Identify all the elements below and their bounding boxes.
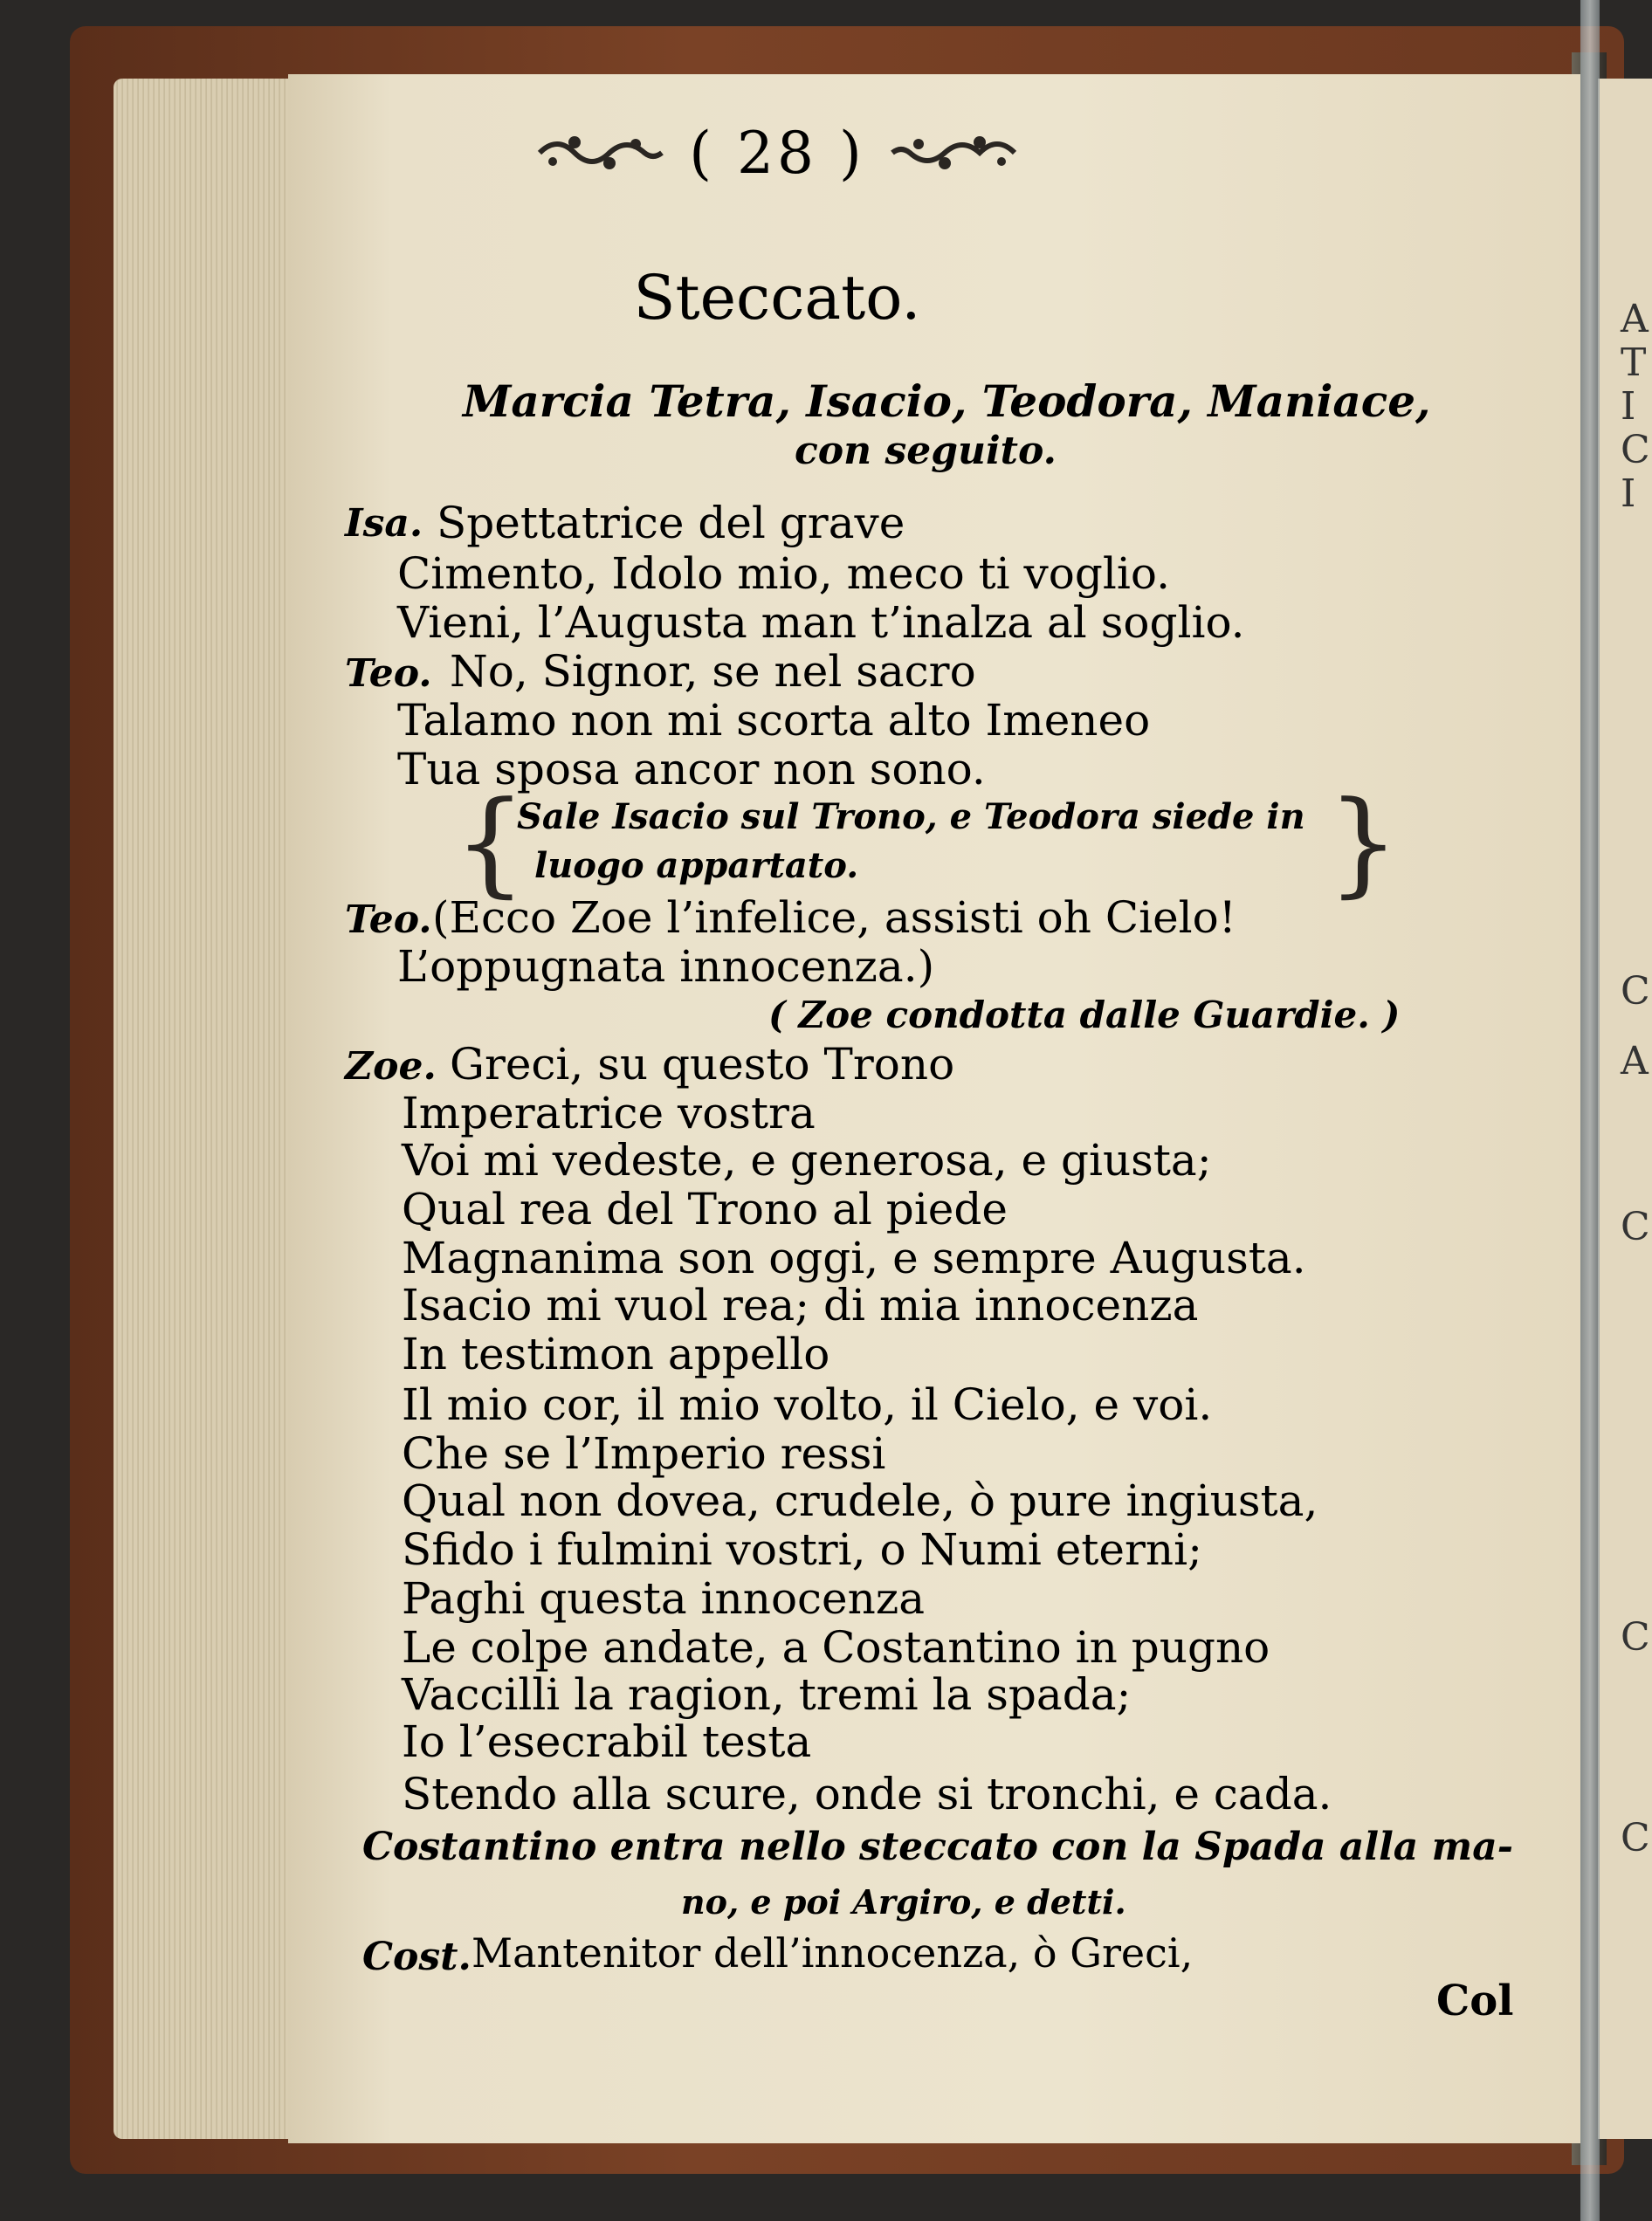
speaker-label: Zoe. <box>345 1044 437 1089</box>
facing-letter: T <box>1621 340 1647 385</box>
scene-title: Steccato. <box>633 262 921 333</box>
verse-line: Sfido i fulmini vostri, o Numi eterni; <box>402 1524 1202 1575</box>
stage-direction: Marcia Tetra, Isacio, Teodora, Maniace, <box>463 375 1431 427</box>
verse-line: Greci, su questo Trono <box>450 1039 955 1090</box>
verse-line: Vaccilli la ragion, tremi la spada; <box>402 1669 1132 1720</box>
page-number: ( 28 ) <box>689 119 865 187</box>
facing-letter: I <box>1621 471 1636 516</box>
facing-letter: C <box>1621 969 1650 1014</box>
facing-letter: A <box>1621 1039 1649 1083</box>
verse-line: Imperatrice vostra <box>402 1088 816 1138</box>
verse-line: Tua sposa ancor non sono. <box>397 744 986 794</box>
verse-line: Il mio cor, il mio volto, il Cielo, e voi. <box>402 1379 1213 1430</box>
verse-line: Vieni, l’Augusta man t’inalza al soglio. <box>397 597 1245 648</box>
speaker-label: Teo. <box>345 897 432 942</box>
verse-line: Mantenitor dell’innocenza, ò Greci, <box>472 1929 1194 1977</box>
verse-line: Paghi questa innocenza <box>402 1573 925 1624</box>
speaker-label: Teo. <box>345 651 432 696</box>
facing-letter: C <box>1621 1816 1650 1860</box>
facing-page-edge <box>1598 79 1652 2139</box>
verse-line: Isacio mi vuol rea; di mia innocenza <box>402 1280 1199 1331</box>
verse-line: In testimon appello <box>402 1329 830 1379</box>
verse-line: Qual non dovea, crudele, ò pure ingiusta, <box>402 1475 1318 1526</box>
facing-letter: C <box>1621 1205 1650 1249</box>
stage-direction: no, e poi Argiro, e detti. <box>681 1882 1126 1922</box>
verse-line: (Ecco Zoe l’infelice, assisti oh Cielo! <box>432 892 1236 943</box>
verse-line: Magnanima son oggi, e sempre Augusta. <box>402 1233 1306 1283</box>
left-ornament-icon <box>535 127 666 179</box>
speaker-label: Isa. <box>345 501 423 546</box>
right-ornament-icon <box>888 127 1019 179</box>
facing-letter: A <box>1621 297 1649 341</box>
stage-direction: ( Zoe condotta dalle Guardie. ) <box>768 994 1401 1036</box>
facing-letter: C <box>1621 1615 1650 1660</box>
left-brace-icon: { <box>454 776 527 909</box>
stage-direction: luogo appartato. <box>534 845 859 886</box>
stage-direction: con seguito. <box>795 429 1057 473</box>
verse-line: Io l’esecrabil testa <box>402 1716 812 1767</box>
stage-direction: Costantino entra nello steccato con la Spada alla ma- <box>362 1825 1513 1869</box>
right-brace-icon: } <box>1327 776 1400 909</box>
speaker-label: Cost. <box>362 1935 472 1979</box>
glass-clip <box>1580 0 1600 2221</box>
verse-line: Spettatrice del grave <box>437 498 905 548</box>
verse-line: Talamo non mi scorta alto Imeneo <box>397 695 1151 746</box>
verse-line: No, Signor, se nel sacro <box>450 646 976 697</box>
verse-line: Voi mi vedeste, e generosa, e giusta; <box>402 1135 1212 1186</box>
catchword: Col <box>1436 1977 1514 2025</box>
page-edges <box>114 79 314 2139</box>
verse-line: Che se l’Imperio ressi <box>402 1428 886 1479</box>
verse-line: Qual rea del Trono al piede <box>402 1184 1008 1234</box>
facing-letter: C <box>1621 428 1650 472</box>
verse-line: Cimento, Idolo mio, meco ti voglio. <box>397 548 1171 599</box>
page-header <box>384 96 1170 210</box>
verse-line: Stendo alla scure, onde si tronchi, e cada. <box>402 1769 1332 1819</box>
stage-direction: Sale Isacio sul Trono, e Teodora siede in <box>517 796 1305 837</box>
facing-letter: I <box>1621 384 1636 429</box>
verse-line: Le colpe andate, a Costantino in pugno <box>402 1622 1270 1673</box>
verse-line: L’oppugnata innocenza.) <box>397 941 935 992</box>
